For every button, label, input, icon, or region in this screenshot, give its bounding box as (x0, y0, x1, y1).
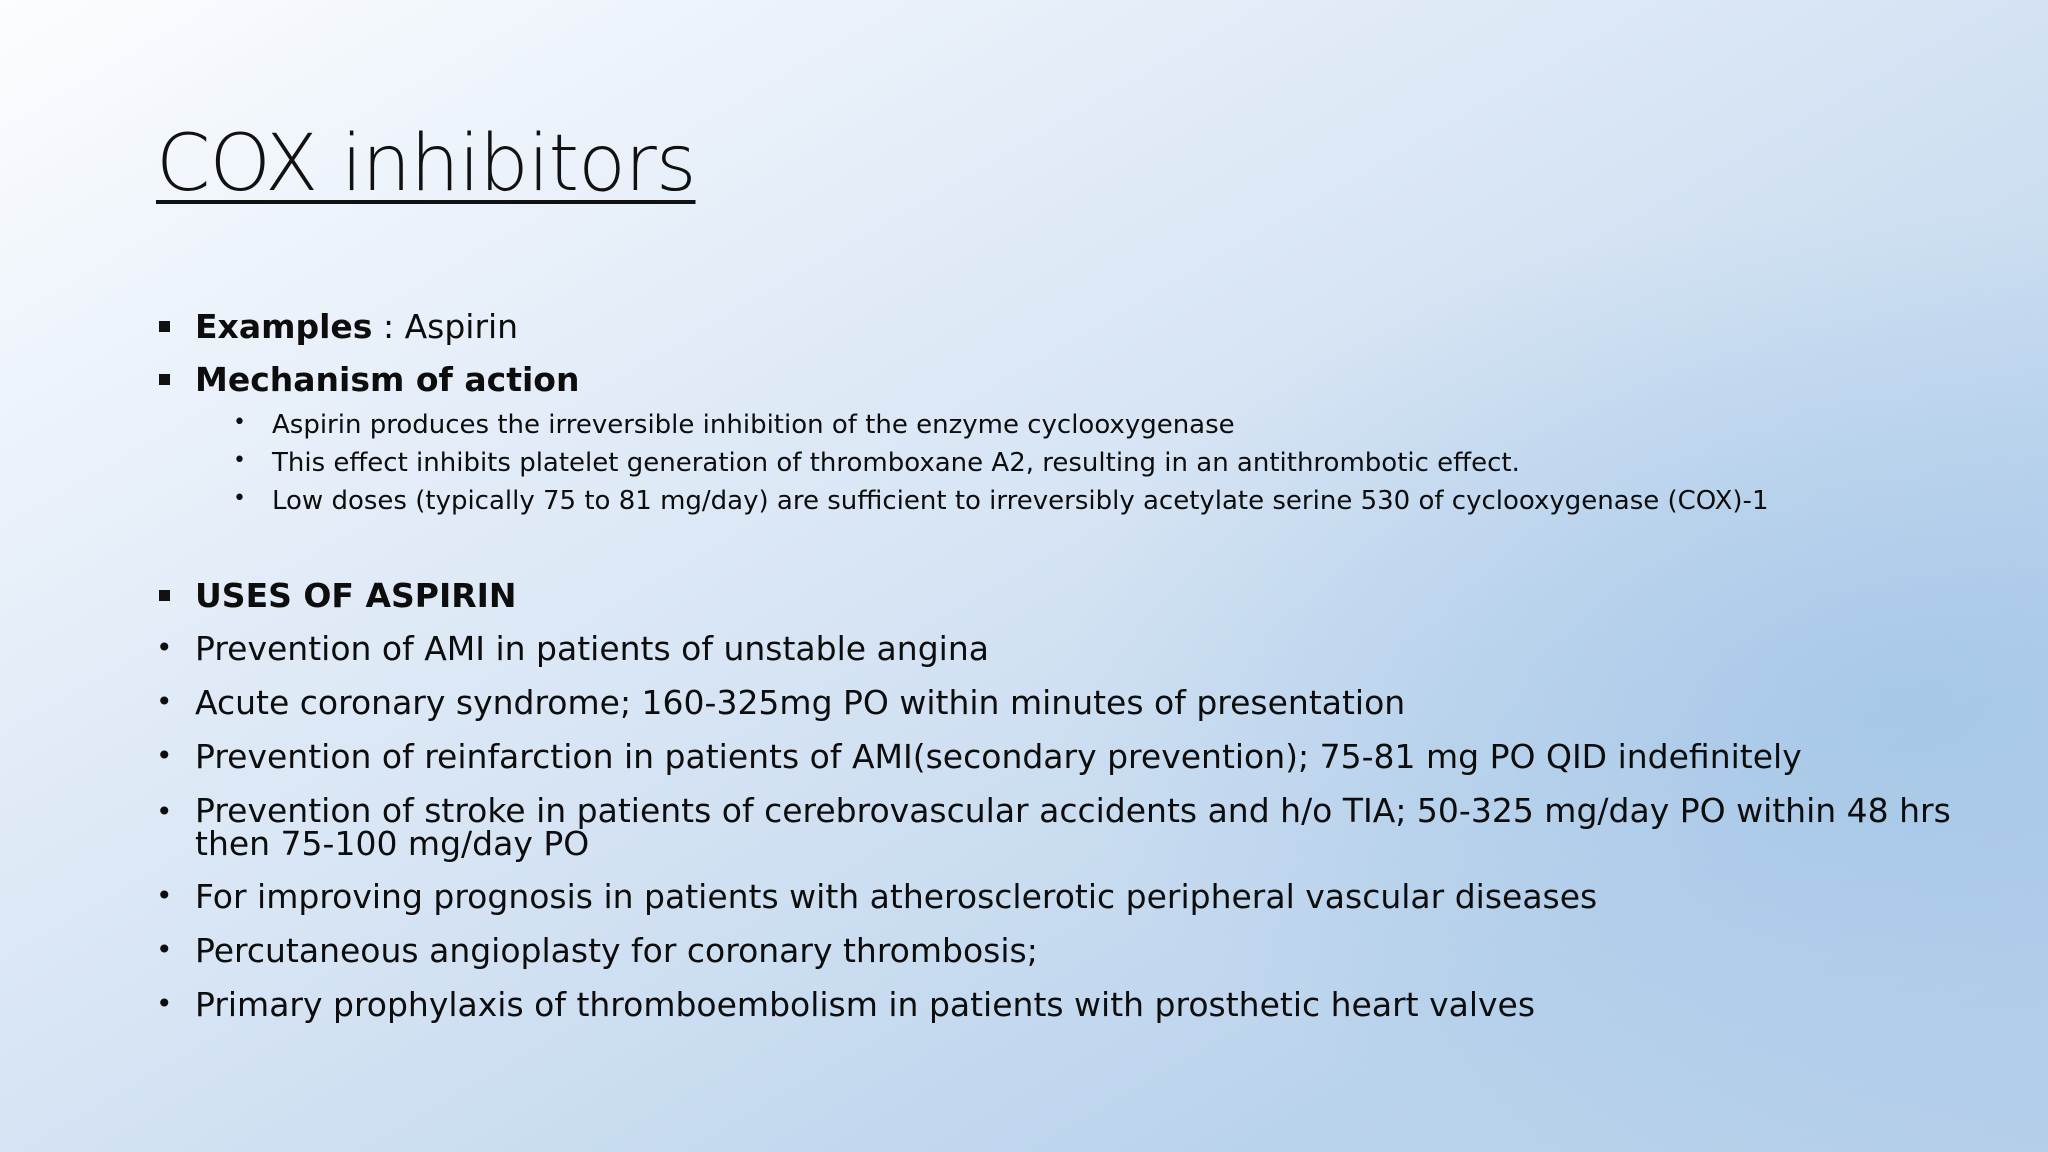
mechanism-point (233, 406, 1956, 444)
use-item-text: Primary prophylaxis of thromboembolism in patients with prosthetic heart valves (195, 985, 1536, 1024)
uses-heading-item (156, 569, 1956, 622)
slide-title: COX inhibitors (156, 119, 696, 209)
use-item (156, 784, 2015, 870)
use-item-text: Prevention of reinfarction in patients of AMI(secondary prevention); 75-81 mg PO QID indefinitely (195, 737, 1802, 776)
mechanism-point (233, 444, 1956, 482)
examples-label: Examples (195, 307, 373, 346)
slide-body (156, 300, 1956, 1032)
use-item (156, 730, 1956, 784)
mechanism-point-text: Low doses (typically 75 to 81 mg/day) are sufficient to irreversibly acetylate serine 530 of cyclooxygenase (COX)-1 (272, 486, 1769, 516)
use-item (156, 622, 1956, 676)
use-item-text: Percutaneous angioplasty for coronary thrombosis; (195, 931, 1038, 970)
bullet-icon: • (233, 448, 246, 473)
bullet-icon: • (233, 486, 246, 511)
bullet-icon: • (233, 410, 246, 435)
use-item (156, 870, 1956, 924)
examples-separator: : (372, 307, 405, 346)
use-item-text: Acute coronary syndrome; 160-325mg PO within minutes of presentation (195, 683, 1406, 722)
mechanism-heading-item (156, 353, 1956, 406)
use-item (156, 676, 1956, 730)
bullet-icon: • (156, 631, 173, 664)
examples-item (156, 300, 1956, 353)
uses-heading: USES OF ASPIRIN (195, 576, 517, 615)
bullet-icon: • (156, 795, 173, 828)
bullet-icon: • (156, 739, 173, 772)
bullet-icon: • (156, 987, 173, 1020)
bullet-icon: • (156, 685, 173, 718)
spacer (156, 520, 1956, 569)
mechanism-point (233, 482, 1956, 520)
use-item-text: Prevention of AMI in patients of unstable angina (195, 629, 989, 668)
bullet-icon: • (156, 933, 173, 966)
square-bullet-icon (159, 590, 170, 601)
square-bullet-icon (159, 321, 170, 332)
use-item (156, 978, 1956, 1032)
use-item (156, 924, 1956, 978)
examples-value: Aspirin (404, 307, 519, 346)
use-item-text: For improving prognosis in patients with atherosclerotic peripheral vascular diseases (195, 877, 1598, 916)
square-bullet-icon (159, 374, 170, 385)
use-item-text: Prevention of stroke in patients of cerebrovascular accidents and h/o TIA; 50-325 mg/day PO within 48 hrs then 75-100 mg/day PO (195, 791, 1951, 863)
mechanism-point-text: This effect inhibits platelet generation of thromboxane A2, resulting in an antithrombotic effect. (272, 448, 1520, 478)
mechanism-point-text: Aspirin produces the irreversible inhibition of the enzyme cyclooxygenase (272, 410, 1235, 440)
mechanism-heading: Mechanism of action (195, 360, 580, 399)
bullet-icon: • (156, 879, 173, 912)
